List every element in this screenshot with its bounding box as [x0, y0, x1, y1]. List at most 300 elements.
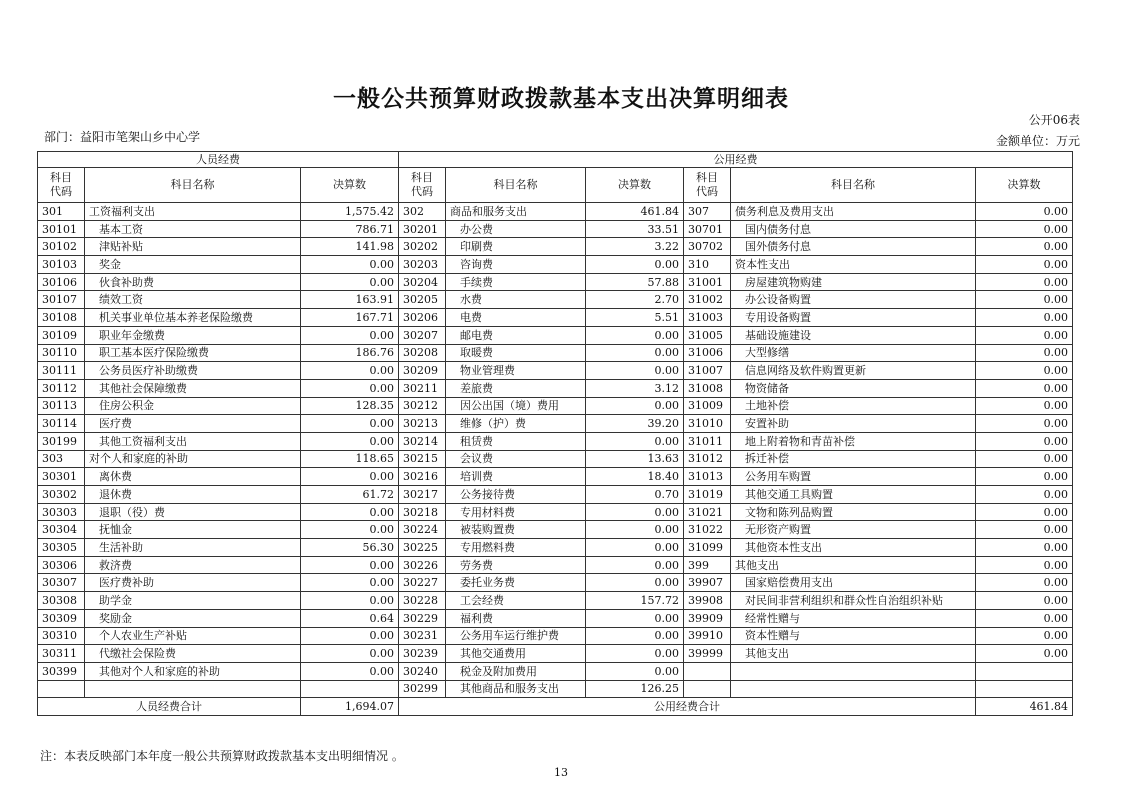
name-column-header: 科目名称 [446, 168, 586, 203]
amount-cell: 0.00 [976, 539, 1073, 557]
name-cell: 奖金 [85, 256, 301, 274]
amount-cell [301, 680, 399, 698]
code-cell: 301 [38, 203, 85, 221]
table-row [38, 273, 1073, 291]
code-cell: 30299 [399, 680, 446, 698]
code-cell: 30209 [399, 362, 446, 380]
name-cell: 培训费 [446, 468, 586, 486]
name-cell: 取暖费 [446, 344, 586, 362]
name-cell: 公务用车运行维护费 [446, 627, 586, 645]
code-cell: 30702 [684, 238, 731, 256]
name-cell: 其他资本性支出 [731, 539, 976, 557]
code-cell: 39908 [684, 592, 731, 610]
code-cell: 30231 [399, 627, 446, 645]
amount-cell: 0.64 [301, 609, 399, 627]
name-cell: 资本性赠与 [731, 627, 976, 645]
amount-cell: 0.00 [976, 203, 1073, 221]
table-row [38, 344, 1073, 362]
code-cell: 31009 [684, 397, 731, 415]
table-row [38, 662, 1073, 680]
amount-cell: 186.76 [301, 344, 399, 362]
code-cell: 39999 [684, 645, 731, 663]
amount-cell: 0.00 [301, 627, 399, 645]
table-row [38, 238, 1073, 256]
code-cell: 30102 [38, 238, 85, 256]
amount-cell: 0.00 [976, 326, 1073, 344]
code-cell: 30204 [399, 273, 446, 291]
amount-cell: 0.00 [976, 273, 1073, 291]
code-cell: 30106 [38, 273, 85, 291]
name-cell: 办公费 [446, 220, 586, 238]
name-cell: 其他交通费用 [446, 645, 586, 663]
amount-cell: 0.00 [976, 397, 1073, 415]
code-cell: 31012 [684, 450, 731, 468]
amount-cell: 0.00 [586, 556, 684, 574]
totals-row [38, 698, 1073, 716]
code-cell: 30303 [38, 503, 85, 521]
amount-cell: 141.98 [301, 238, 399, 256]
code-cell: 30207 [399, 326, 446, 344]
code-cell: 30215 [399, 450, 446, 468]
code-cell: 30206 [399, 309, 446, 327]
code-cell: 303 [38, 450, 85, 468]
name-cell: 其他支出 [731, 556, 976, 574]
name-cell: 助学金 [85, 592, 301, 610]
code-cell: 310 [684, 256, 731, 274]
code-cell: 30113 [38, 397, 85, 415]
name-cell: 其他工资福利支出 [85, 432, 301, 450]
code-cell: 30114 [38, 415, 85, 433]
code-cell: 30304 [38, 521, 85, 539]
amount-column-header: 决算数 [586, 168, 684, 203]
name-cell [731, 662, 976, 680]
name-cell: 公务员医疗补助缴费 [85, 362, 301, 380]
code-cell: 30308 [38, 592, 85, 610]
name-cell: 维修（护）费 [446, 415, 586, 433]
amount-cell: 0.00 [301, 592, 399, 610]
amount-cell: 0.00 [586, 344, 684, 362]
name-cell: 咨询费 [446, 256, 586, 274]
code-cell: 30239 [399, 645, 446, 663]
name-cell: 被装购置费 [446, 521, 586, 539]
name-cell: 津贴补贴 [85, 238, 301, 256]
name-cell: 办公设备购置 [731, 291, 976, 309]
amount-cell: 0.00 [301, 662, 399, 680]
amount-cell: 33.51 [586, 220, 684, 238]
code-cell: 30228 [399, 592, 446, 610]
personnel-group-header: 人员经费 [38, 152, 399, 168]
amount-cell: 0.00 [976, 220, 1073, 238]
code-column-header: 科目 代码 [38, 168, 85, 203]
code-cell: 31019 [684, 486, 731, 504]
amount-cell: 0.00 [976, 486, 1073, 504]
code-cell: 39910 [684, 627, 731, 645]
code-column-header: 科目 代码 [399, 168, 446, 203]
amount-cell: 61.72 [301, 486, 399, 504]
amount-cell: 39.20 [586, 415, 684, 433]
name-cell: 文物和陈列品购置 [731, 503, 976, 521]
code-cell: 30211 [399, 379, 446, 397]
code-cell: 30216 [399, 468, 446, 486]
name-cell: 水费 [446, 291, 586, 309]
amount-cell: 0.00 [301, 503, 399, 521]
amount-cell: 5.51 [586, 309, 684, 327]
name-cell: 税金及附加费用 [446, 662, 586, 680]
table-row [38, 503, 1073, 521]
amount-cell: 0.00 [976, 450, 1073, 468]
name-cell: 救济费 [85, 556, 301, 574]
amount-cell: 0.00 [301, 645, 399, 663]
amount-cell: 0.00 [976, 379, 1073, 397]
name-cell: 奖励金 [85, 609, 301, 627]
table-row [38, 486, 1073, 504]
table-row [38, 291, 1073, 309]
name-cell [85, 680, 301, 698]
amount-cell: 0.00 [586, 645, 684, 663]
name-cell: 电费 [446, 309, 586, 327]
amount-cell: 2.70 [586, 291, 684, 309]
name-cell: 工资福利支出 [85, 203, 301, 221]
table-row [38, 468, 1073, 486]
code-cell: 399 [684, 556, 731, 574]
name-cell: 其他对个人和家庭的补助 [85, 662, 301, 680]
code-cell: 307 [684, 203, 731, 221]
amount-column-header: 决算数 [976, 168, 1073, 203]
code-cell: 30208 [399, 344, 446, 362]
code-cell: 302 [399, 203, 446, 221]
amount-cell: 0.00 [586, 503, 684, 521]
table-row [38, 220, 1073, 238]
name-cell: 房屋建筑物购建 [731, 273, 976, 291]
amount-cell: 0.00 [586, 362, 684, 380]
code-cell: 30110 [38, 344, 85, 362]
table-row [38, 362, 1073, 380]
name-cell: 委托业务费 [446, 574, 586, 592]
amount-cell: 0.00 [586, 609, 684, 627]
amount-cell: 0.00 [976, 309, 1073, 327]
name-column-header: 科目名称 [731, 168, 976, 203]
amount-cell: 167.71 [301, 309, 399, 327]
name-cell: 退休费 [85, 486, 301, 504]
code-cell: 30108 [38, 309, 85, 327]
code-cell: 31002 [684, 291, 731, 309]
name-cell: 资本性支出 [731, 256, 976, 274]
table-row [38, 379, 1073, 397]
name-cell: 生活补助 [85, 539, 301, 557]
amount-cell: 0.00 [976, 468, 1073, 486]
code-cell: 31007 [684, 362, 731, 380]
name-cell: 伙食补助费 [85, 273, 301, 291]
name-cell: 对个人和家庭的补助 [85, 450, 301, 468]
public-group-header: 公用经费 [399, 152, 1073, 168]
name-cell: 其他社会保障缴费 [85, 379, 301, 397]
name-cell: 对民间非营利组织和群众性自治组织补贴 [731, 592, 976, 610]
code-cell: 30302 [38, 486, 85, 504]
code-cell: 30103 [38, 256, 85, 274]
code-cell: 30199 [38, 432, 85, 450]
name-cell: 专用燃料费 [446, 539, 586, 557]
amount-cell: 0.00 [586, 326, 684, 344]
code-cell: 30229 [399, 609, 446, 627]
amount-cell: 0.00 [301, 521, 399, 539]
code-cell: 30112 [38, 379, 85, 397]
amount-cell: 0.00 [976, 238, 1073, 256]
amount-cell: 0.00 [976, 362, 1073, 380]
amount-cell: 126.25 [586, 680, 684, 698]
personnel-total-value: 1,694.07 [301, 698, 399, 716]
amount-cell: 0.00 [301, 256, 399, 274]
name-cell: 商品和服务支出 [446, 203, 586, 221]
amount-cell: 0.00 [976, 592, 1073, 610]
amount-cell: 0.00 [301, 326, 399, 344]
amount-cell: 0.00 [586, 627, 684, 645]
code-cell: 30301 [38, 468, 85, 486]
amount-cell: 786.71 [301, 220, 399, 238]
code-cell: 31005 [684, 326, 731, 344]
amount-cell: 0.00 [586, 432, 684, 450]
amount-cell: 0.00 [976, 256, 1073, 274]
personnel-total-label: 人员经费合计 [38, 698, 301, 716]
table-row [38, 450, 1073, 468]
name-cell: 物资储备 [731, 379, 976, 397]
code-cell: 30309 [38, 609, 85, 627]
footnote: 注：本表反映部门本年度一般公共预算财政拨款基本支出明细情况 。 [40, 749, 404, 763]
table-row [38, 539, 1073, 557]
amount-cell: 0.00 [976, 344, 1073, 362]
table-row [38, 521, 1073, 539]
name-cell [731, 680, 976, 698]
name-cell: 印刷费 [446, 238, 586, 256]
amount-cell: 0.00 [976, 291, 1073, 309]
name-cell: 国家赔偿费用支出 [731, 574, 976, 592]
amount-column-header: 决算数 [301, 168, 399, 203]
code-cell: 30213 [399, 415, 446, 433]
table-row [38, 203, 1073, 221]
code-cell: 30109 [38, 326, 85, 344]
name-cell: 职业年金缴费 [85, 326, 301, 344]
name-cell: 无形资产购置 [731, 521, 976, 539]
name-cell: 医疗费补助 [85, 574, 301, 592]
amount-cell: 56.30 [301, 539, 399, 557]
amount-cell: 0.00 [301, 432, 399, 450]
code-cell: 30217 [399, 486, 446, 504]
table-row [38, 609, 1073, 627]
name-cell: 绩效工资 [85, 291, 301, 309]
name-cell: 因公出国（境）费用 [446, 397, 586, 415]
amount-cell: 0.00 [586, 662, 684, 680]
amount-cell: 3.12 [586, 379, 684, 397]
code-cell: 31008 [684, 379, 731, 397]
amount-cell: 461.84 [586, 203, 684, 221]
amount-cell: 0.00 [976, 503, 1073, 521]
code-cell: 30701 [684, 220, 731, 238]
code-cell: 30240 [399, 662, 446, 680]
table-row [38, 326, 1073, 344]
code-cell: 30218 [399, 503, 446, 521]
amount-cell: 0.00 [301, 574, 399, 592]
name-cell: 邮电费 [446, 326, 586, 344]
amount-cell: 0.00 [976, 627, 1073, 645]
name-cell: 国内债务付息 [731, 220, 976, 238]
name-cell: 国外债务付息 [731, 238, 976, 256]
code-cell: 30101 [38, 220, 85, 238]
code-cell: 39909 [684, 609, 731, 627]
amount-cell: 0.00 [586, 539, 684, 557]
name-cell: 其他交通工具购置 [731, 486, 976, 504]
name-cell: 信息网络及软件购置更新 [731, 362, 976, 380]
name-cell: 其他商品和服务支出 [446, 680, 586, 698]
amount-cell: 0.00 [976, 556, 1073, 574]
code-cell: 31010 [684, 415, 731, 433]
name-cell: 经常性赠与 [731, 609, 976, 627]
amount-cell: 13.63 [586, 450, 684, 468]
amount-cell: 0.00 [301, 415, 399, 433]
name-cell: 代缴社会保险费 [85, 645, 301, 663]
code-cell: 30111 [38, 362, 85, 380]
code-cell [684, 662, 731, 680]
code-cell: 31013 [684, 468, 731, 486]
name-cell: 手续费 [446, 273, 586, 291]
amount-cell: 118.65 [301, 450, 399, 468]
form-number: 公开06表 [1028, 113, 1080, 127]
department-label: 部门：益阳市笔架山乡中心学 [44, 130, 201, 144]
amount-cell: 18.40 [586, 468, 684, 486]
table-row [38, 415, 1073, 433]
public-total-value: 461.84 [976, 698, 1073, 716]
table-row [38, 574, 1073, 592]
amount-unit-label: 金额单位：万元 [995, 134, 1080, 148]
name-cell: 公务用车购置 [731, 468, 976, 486]
name-cell: 职工基本医疗保险缴费 [85, 344, 301, 362]
amount-cell: 0.00 [586, 397, 684, 415]
code-cell: 30307 [38, 574, 85, 592]
amount-cell: 0.00 [976, 432, 1073, 450]
page-number: 13 [554, 766, 568, 779]
code-cell: 30107 [38, 291, 85, 309]
name-cell: 租赁费 [446, 432, 586, 450]
table-row [38, 256, 1073, 274]
code-cell: 30224 [399, 521, 446, 539]
name-column-header: 科目名称 [85, 168, 301, 203]
code-cell: 31011 [684, 432, 731, 450]
name-cell: 债务利息及费用支出 [731, 203, 976, 221]
name-cell: 机关事业单位基本养老保险缴费 [85, 309, 301, 327]
name-cell: 基本工资 [85, 220, 301, 238]
amount-cell: 0.00 [586, 256, 684, 274]
name-cell: 住房公积金 [85, 397, 301, 415]
name-cell: 抚恤金 [85, 521, 301, 539]
code-cell: 30214 [399, 432, 446, 450]
public-total-label: 公用经费合计 [399, 698, 976, 716]
code-cell: 30225 [399, 539, 446, 557]
name-cell: 专用设备购置 [731, 309, 976, 327]
code-cell: 31022 [684, 521, 731, 539]
amount-cell: 157.72 [586, 592, 684, 610]
code-cell [38, 680, 85, 698]
code-cell: 31021 [684, 503, 731, 521]
name-cell: 公务接待费 [446, 486, 586, 504]
amount-cell: 0.00 [976, 415, 1073, 433]
amount-cell: 0.00 [301, 362, 399, 380]
name-cell: 安置补助 [731, 415, 976, 433]
page-title: 一般公共预算财政拨款基本支出决算明细表 [333, 85, 789, 112]
name-cell: 医疗费 [85, 415, 301, 433]
name-cell: 地上附着物和青苗补偿 [731, 432, 976, 450]
amount-cell [976, 662, 1073, 680]
code-cell: 30311 [38, 645, 85, 663]
table-row [38, 592, 1073, 610]
code-cell: 30226 [399, 556, 446, 574]
amount-cell: 128.35 [301, 397, 399, 415]
code-cell: 30306 [38, 556, 85, 574]
name-cell: 差旅费 [446, 379, 586, 397]
amount-cell: 0.00 [586, 574, 684, 592]
name-cell: 会议费 [446, 450, 586, 468]
name-cell: 基础设施建设 [731, 326, 976, 344]
amount-cell: 0.70 [586, 486, 684, 504]
code-cell: 30212 [399, 397, 446, 415]
amount-cell: 0.00 [586, 521, 684, 539]
amount-cell: 0.00 [976, 609, 1073, 627]
code-cell: 30205 [399, 291, 446, 309]
code-cell: 30399 [38, 662, 85, 680]
code-cell: 31001 [684, 273, 731, 291]
table-row [38, 432, 1073, 450]
amount-cell: 57.88 [586, 273, 684, 291]
name-cell: 大型修缮 [731, 344, 976, 362]
name-cell: 劳务费 [446, 556, 586, 574]
code-cell: 30227 [399, 574, 446, 592]
name-cell: 其他支出 [731, 645, 976, 663]
amount-cell: 0.00 [301, 379, 399, 397]
name-cell: 物业管理费 [446, 362, 586, 380]
name-cell: 拆迁补偿 [731, 450, 976, 468]
name-cell: 土地补偿 [731, 397, 976, 415]
table-row [38, 397, 1073, 415]
table-row [38, 556, 1073, 574]
code-cell: 30203 [399, 256, 446, 274]
amount-cell: 1,575.42 [301, 203, 399, 221]
code-cell: 30201 [399, 220, 446, 238]
amount-cell: 0.00 [976, 645, 1073, 663]
code-cell: 30310 [38, 627, 85, 645]
table-row [38, 680, 1073, 698]
amount-cell: 0.00 [976, 574, 1073, 592]
code-cell: 31099 [684, 539, 731, 557]
code-cell: 31006 [684, 344, 731, 362]
amount-cell [976, 680, 1073, 698]
amount-cell: 3.22 [586, 238, 684, 256]
amount-cell: 163.91 [301, 291, 399, 309]
amount-cell: 0.00 [301, 468, 399, 486]
code-cell: 39907 [684, 574, 731, 592]
amount-cell: 0.00 [301, 273, 399, 291]
name-cell: 退职（役）费 [85, 503, 301, 521]
name-cell: 离休费 [85, 468, 301, 486]
code-column-header: 科目 代码 [684, 168, 731, 203]
name-cell: 福利费 [446, 609, 586, 627]
code-cell: 30202 [399, 238, 446, 256]
expenditure-detail-table [37, 151, 1073, 716]
code-cell: 31003 [684, 309, 731, 327]
name-cell: 工会经费 [446, 592, 586, 610]
amount-cell: 0.00 [301, 556, 399, 574]
table-row [38, 645, 1073, 663]
name-cell: 个人农业生产补贴 [85, 627, 301, 645]
name-cell: 专用材料费 [446, 503, 586, 521]
code-cell [684, 680, 731, 698]
code-cell: 30305 [38, 539, 85, 557]
